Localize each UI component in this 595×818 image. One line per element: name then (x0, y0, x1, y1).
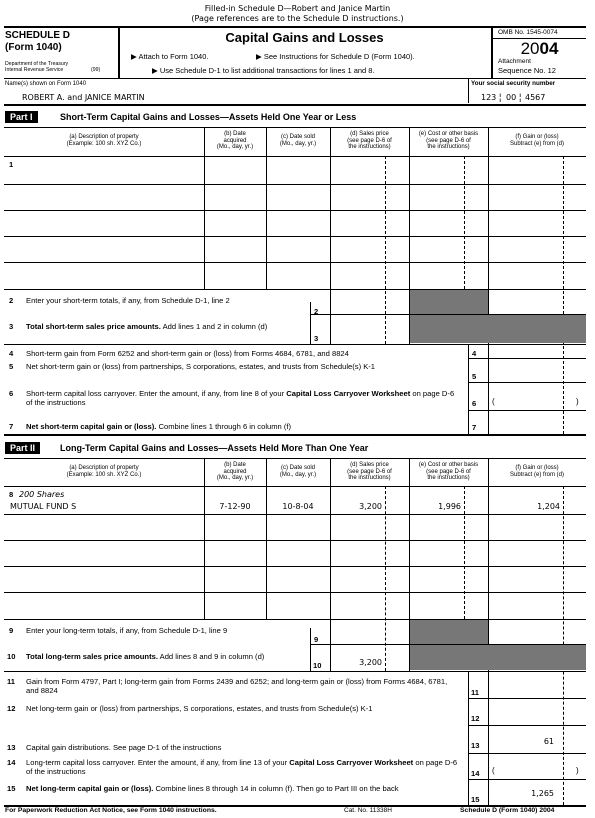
see-instructions: ▶ See Instructions for Schedule D (Form 1040). (256, 52, 415, 61)
omb-number: OMB No. 1545-0074 (498, 29, 558, 36)
attach-instruction: ▶ Attach to Form 1040. (131, 52, 209, 61)
col-f-header: (f) Gain or (loss) Subtract (e) from (d) (509, 134, 564, 147)
dept-line1: Department of the Treasury (5, 61, 69, 67)
part2-line15-number: 15 (7, 784, 16, 793)
part2-col-f-header: (f) Gain or (loss) Subtract (e) from (d) (509, 465, 564, 478)
part1-line6-number: 6 (9, 389, 14, 398)
catalog-number: Cat. No. 11338H (344, 807, 392, 814)
part1-line6-box: 6 (472, 399, 477, 408)
part2-line13-number: 13 (7, 743, 16, 752)
ssn-separator-1: ¦ (499, 92, 502, 102)
part2-line10-rest: Add lines 8 and 9 in column (d) (159, 652, 265, 661)
part1-line3-number: 3 (9, 322, 14, 331)
part2-line9-text: Enter your long-term totals, if any, from Schedule D-1, line 9 (26, 626, 228, 635)
part2-line15-bold: Net long-term capital gain or (loss). (26, 784, 154, 793)
part2-line14-box: 14 (471, 769, 480, 778)
part2-line11-text: Gain from Form 4797, Part I; long-term gain from Forms 2439 and 6252; and long-term gain or (loss) from Forms 4684, 6781, and 8824 (26, 677, 448, 695)
col-b-header: (b) Date acquired (Mo., day, yr.) (216, 131, 254, 150)
part1-line6-bold-b: Carryover Worksheet (333, 389, 411, 398)
part2-line14-text-b: on page D-6 of the instructions (26, 758, 458, 776)
part1-line7-number: 7 (9, 422, 14, 431)
sequence-number: Sequence No. 12 (498, 66, 556, 75)
year-prefix: 20 (520, 39, 540, 58)
part1-line5-text: Net short-term gain or (loss) from partnerships, S corporations, estates, and trusts from Schedule(s) K-1 (26, 362, 376, 371)
part2-line10-number: 10 (7, 652, 16, 661)
part2-line10-shade (410, 645, 586, 670)
part2-line14-open-paren: ( (492, 766, 495, 775)
line15-net-long-term-gain[interactable]: 1,265 (531, 789, 554, 798)
row1-sales-price[interactable]: 3,200 (359, 502, 382, 511)
part1-line7-box: 7 (472, 423, 477, 432)
part1-line4-box: 4 (472, 349, 477, 358)
part1-line6-text-a: Short-term capital loss carryover. Enter the amount, if any, from line 8 of your (26, 389, 285, 398)
part1-line7-text (26, 422, 291, 431)
part2-line15-rest: Combine lines 8 through 14 in column (f). Then go to Part III on the back (155, 784, 399, 793)
part1-line3-rest: Add lines 1 and 2 in column (d) (162, 322, 268, 331)
col-d-header: (d) Sales price (see page D-6 of the instructions) (347, 131, 392, 150)
part2-line9-shade-e (410, 620, 488, 644)
part2-line10-box: 10 (313, 661, 322, 670)
ssn-separator-2: ¦ (519, 92, 522, 102)
part2-line15-text (26, 784, 460, 793)
part2-line14-bold-b: Carryover Worksheet (336, 758, 414, 767)
part2-tag: Part II (5, 442, 40, 454)
part1-line6-text (26, 389, 460, 407)
form-label: (Form 1040) (5, 42, 62, 53)
part2-line8-number: 8 (9, 490, 14, 499)
part2-line12-box: 12 (471, 714, 480, 723)
ssn-part-b[interactable]: 00 (506, 93, 517, 102)
col-c-header: (c) Date sold (Mo., day, yr.) (279, 134, 317, 147)
part2-col-b-header: (b) Date acquired (Mo., day, yr.) (216, 462, 254, 481)
row1-description-line2[interactable]: MUTUAL FUND S (10, 502, 77, 511)
dept-line2: Internal Revenue Service (5, 67, 64, 73)
part2-line14-number: 14 (7, 758, 16, 767)
part2-line10-text (26, 652, 302, 661)
part1-line2-number: 2 (9, 296, 14, 305)
dept-code: (99) (91, 67, 101, 73)
part1-tag: Part I (5, 111, 38, 123)
filled-in-caption: Filled-in Schedule D—Robert and Janice Martin (204, 4, 391, 13)
form-identifier: Schedule D (Form 1040) 2004 (460, 807, 555, 814)
part2-title: Long-Term Capital Gains and Losses—Assets Held More Than One Year (60, 443, 369, 453)
part1-line6-close-paren: ) (576, 397, 579, 406)
use-d1-instruction: ▶ Use Schedule D-1 to list additional transactions for lines 1 and 8. (152, 66, 375, 75)
ssn-part-a[interactable]: 123 (481, 93, 497, 102)
part1-line1-number: 1 (9, 160, 14, 169)
row1-description-line1[interactable]: 200 Shares (19, 490, 65, 499)
line10-sales-total[interactable]: 3,200 (359, 658, 382, 667)
names-label: Name(s) shown on Form 1040 (5, 81, 87, 87)
col-a-header: (a) Description of property (Example: 100 sh. XYZ Co.) (66, 134, 142, 147)
paperwork-notice: For Paperwork Reduction Act Notice, see Form 1040 instructions. (5, 807, 217, 814)
row1-date-acquired[interactable]: 7-12-90 (219, 502, 251, 511)
part1-line6-bold-a: Capital Loss (286, 389, 332, 398)
row1-date-sold[interactable]: 10-8-04 (282, 502, 314, 511)
year-suffix: 04 (539, 39, 559, 58)
form-title: Capital Gains and Losses (225, 30, 384, 45)
part1-line2-text: Enter your short-term totals, if any, from Schedule D-1, line 2 (26, 296, 230, 305)
part1-title: Short-Term Capital Gains and Losses—Assets Held One Year or Less (60, 112, 357, 122)
row1-gain[interactable]: 1,204 (537, 502, 560, 511)
part2-line15-box: 15 (471, 795, 480, 804)
part2-line10-bold: Total long-term sales price amounts. (26, 652, 158, 661)
tax-year (493, 40, 586, 57)
part1-line4-number: 4 (9, 349, 14, 358)
part2-line12-text: Net long-term gain or (loss) from partnerships, S corporations, estates, and trusts from Schedule(s) K-1 (26, 704, 373, 713)
part2-line14-text-a: Long-term capital loss carryover. Enter the amount, if any, from line 13 of your (26, 758, 288, 767)
part1-line3-box: 3 (314, 334, 319, 343)
part1-line2-shade-e (410, 290, 488, 314)
part2-line13-text: Capital gain distributions. See page D-1 of the instructions (26, 743, 222, 752)
part2-col-a-header: (a) Description of property (Example: 100 sh. XYZ Co.) (66, 465, 142, 478)
part2-col-d-header: (d) Sales price (see page D-6 of the instructions) (347, 462, 392, 481)
row1-cost-basis[interactable]: 1,996 (438, 502, 461, 511)
part1-line3-text (26, 322, 302, 331)
part2-line14-bold-a: Capital Loss (289, 758, 335, 767)
part2-line9-number: 9 (9, 626, 14, 635)
part1-line3-shade (410, 315, 586, 343)
part1-line5-number: 5 (9, 362, 14, 371)
part2-col-c-header: (c) Date sold (Mo., day, yr.) (279, 465, 317, 478)
part2-line11-number: 11 (7, 677, 16, 686)
schedule-label: SCHEDULE D (5, 30, 71, 41)
part2-line9-box: 9 (314, 635, 319, 644)
part1-line6-open-paren: ( (492, 397, 495, 406)
line13-capital-gain-distributions[interactable]: 61 (543, 737, 554, 746)
part1-line2-box: 2 (314, 307, 319, 316)
part1-line7-rest: Combine lines 1 through 6 in column (f) (158, 422, 292, 431)
part1-line4-text: Short-term gain from Form 6252 and short-term gain or (loss) from Forms 4684, 6781, and 8824 (26, 349, 349, 358)
taxpayer-names[interactable]: ROBERT A. and JANICE MARTIN (22, 93, 145, 102)
part2-line13-box: 13 (471, 741, 480, 750)
part2-line14-close-paren: ) (576, 766, 579, 775)
part1-line5-box: 5 (472, 372, 477, 381)
col-e-header: (e) Cost or other basis (see page D-6 of the instructions) (418, 131, 479, 150)
part2-line12-number: 12 (7, 704, 16, 713)
ssn-label: Your social security number (471, 80, 556, 87)
filled-in-subcaption: (Page references are to the Schedule D instructions.) (191, 14, 404, 23)
ssn-part-c[interactable]: 4567 (525, 93, 546, 102)
part2-line14-text (26, 758, 460, 776)
part1-line3-bold: Total short-term sales price amounts. (26, 322, 161, 331)
part1-line6-text-b: on page D-6 of the instructions (26, 389, 455, 407)
attachment-label: Attachment (498, 58, 531, 65)
part2-col-e-header: (e) Cost or other basis (see page D-6 of the instructions) (418, 462, 479, 481)
part2-line11-box: 11 (471, 688, 480, 697)
part1-line7-bold: Net short-term capital gain or (loss). (26, 422, 157, 431)
